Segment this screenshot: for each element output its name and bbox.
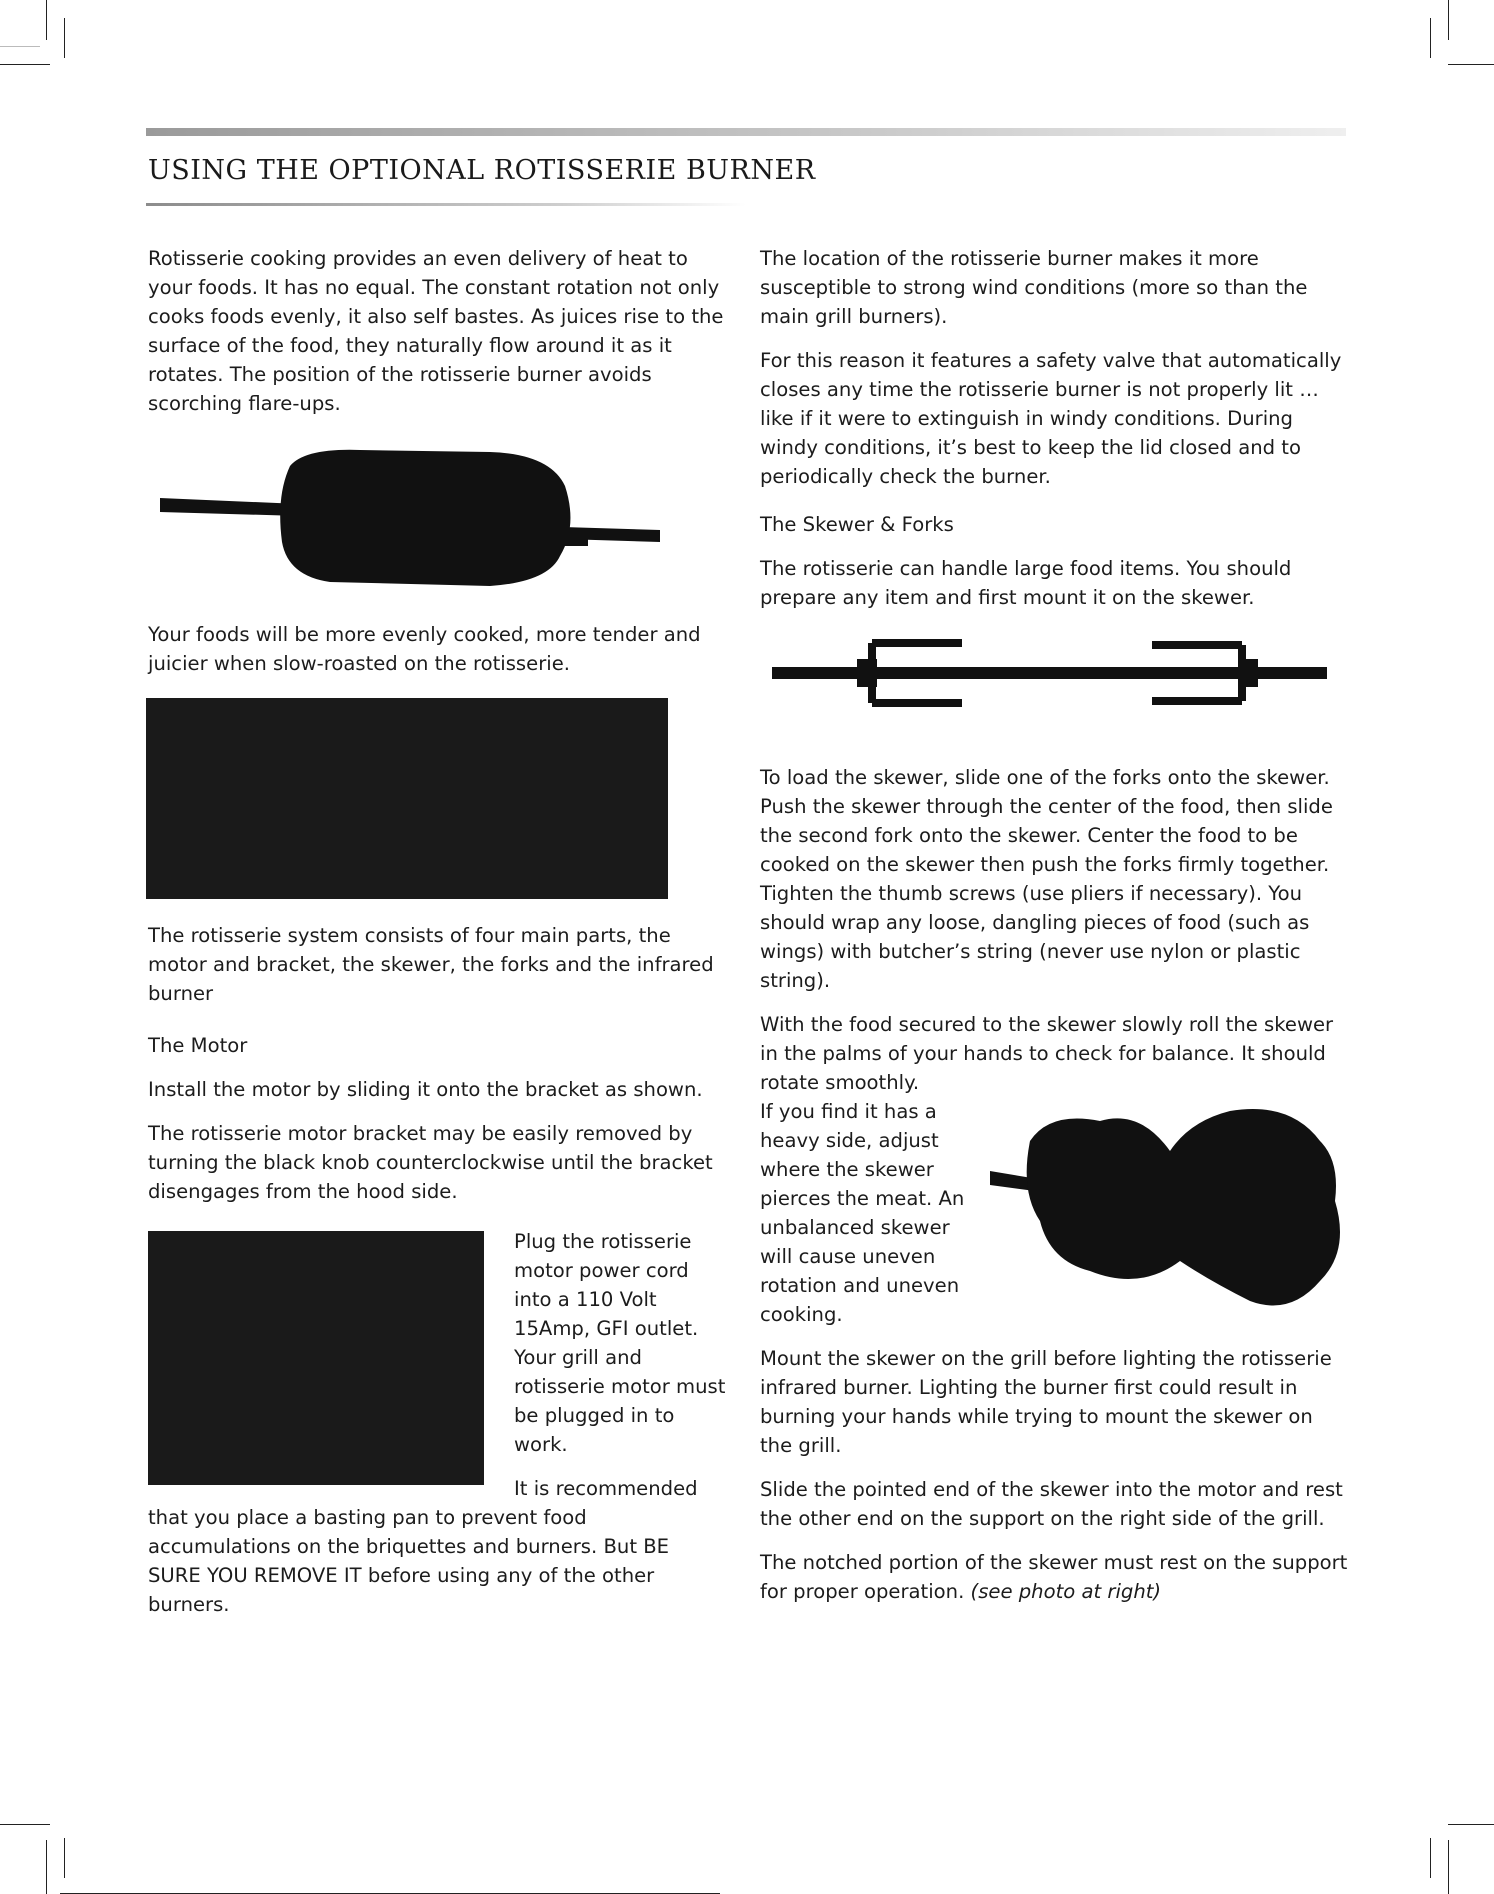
crop-mark [64,18,65,58]
crop-mark [1448,64,1494,65]
crop-mark [1448,1840,1449,1894]
wind-paragraph: The location of the rotisserie burner makes it more susceptible to strong wind conditions (more so than the main grill burners). [760,247,1308,328]
system-parts-paragraph: The rotisserie system consists of four main parts, the motor and bracket, the skewer, the forks and the infrared burner [148,924,714,1005]
intro-paragraph: Rotisserie cooking provides an even delivery of heat to your foods. It has no equal. The constant rotation not only cooks foods evenly, it also self bastes. As juices rise to the surface of the food, they naturally flow around it as it rotates. The position of the rotisserie burner avoids scorching flare-ups. [148,247,724,415]
crop-mark [1430,18,1431,58]
see-photo-note: (see photo at right) [970,1580,1162,1603]
balanced-roast-image [990,1101,1350,1326]
slide-skewer-paragraph: Slide the pointed end of the skewer into the motor and rest the other end on the support on the right side of the grill. [760,1478,1343,1530]
page-title: USING THE OPTIONAL ROTISSERIE BURNER [148,155,816,186]
notched-paragraph [760,1548,1350,1606]
crop-mark [46,0,47,40]
load-skewer-paragraph: To load the skewer, slide one of the forks onto the skewer. Push the skewer through the center of the food, then slide the second fork onto the skewer. Center the food to be cooked on the skewer then push the forks firmly together. Tighten the thumb screws (use pliers if necessary). You should wrap any loose, dangling pieces of food (such as wings) with butcher’s string (never use nylon or plastic string). [760,766,1333,992]
crop-mark [1448,1824,1494,1825]
crop-mark [0,64,50,65]
crop-mark [0,46,40,47]
large-items-paragraph: The rotisserie can handle large food items. You should prepare any item and first mount it on the skewer. [760,557,1292,609]
safety-valve-paragraph: For this reason it features a safety valve that automatically closes any time the rotisserie burner is not properly lit … like if it were to extinguish in windy conditions. During windy conditions, it’s best to keep the lid closed and to periodically check the burner. [760,349,1342,488]
skewer-forks-image [772,623,1350,743]
motor-silhouette-image [160,446,728,596]
heavy-side-paragraph: If you find it has a heavy side, adjust where the skewer pierces the meat. An unbalanced skewer will cause uneven rotation and uneven cooking. [760,1100,965,1326]
title-underline [146,203,746,206]
header-bar [146,128,1346,136]
power-cord-paragraph: Plug the rotisserie motor power cord into a 110 Volt 15Amp, GFI outlet. Your grill and rotisserie motor must be plugged in to work. [514,1230,726,1456]
notched-text: The notched portion of the skewer must rest on the support for proper operation. [760,1551,1348,1603]
crop-mark [0,1824,50,1825]
bracket-paragraph: The rotisserie motor bracket may be easily removed by turning the black knob counterclockwise until the bracket disengages from the hood side. [148,1122,713,1203]
roast-paragraph: Your foods will be more evenly cooked, more tender and juicier when slow-roasted on the rotisserie. [148,623,701,675]
crop-mark [1448,0,1449,40]
left-column [148,244,728,1634]
crop-mark [64,1838,65,1878]
motor-heading: The Motor [148,1034,248,1057]
rotisserie-photo [146,698,668,899]
install-motor-paragraph: Install the motor by sliding it onto the bracket as shown. [148,1078,703,1101]
mount-skewer-paragraph: Mount the skewer on the grill before lighting the rotisserie infrared burner. Lighting the burner first could result in burning your hands while trying to mount the skewer on the grill. [760,1347,1332,1457]
balance-paragraph: With the food secured to the skewer slowly roll the skewer in the palms of your hands to check for balance. It should rotate smoothly. [760,1013,1334,1094]
right-column [760,244,1350,1621]
basting-pan-paragraph: It is recommended that you place a basting pan to prevent food accumulations on the briquettes and burners. But BE SURE YOU REMOVE IT before using any of the other burners. [148,1477,698,1616]
motor-photo [148,1231,484,1485]
skewer-heading: The Skewer & Forks [760,513,954,536]
crop-mark [1430,1838,1431,1878]
crop-mark [46,1840,47,1894]
